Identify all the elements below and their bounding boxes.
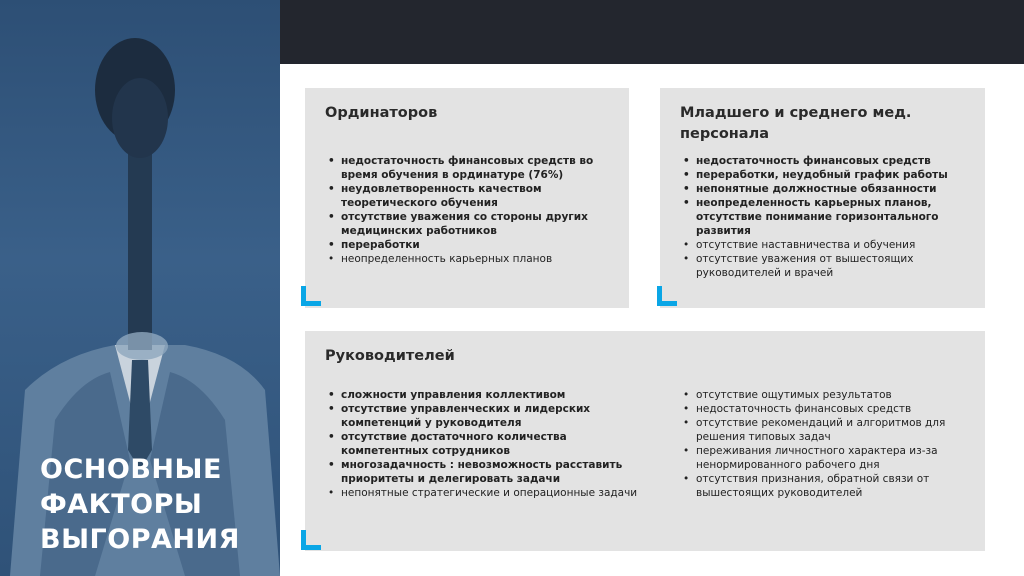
card-residents-heading: Ординаторов	[325, 105, 438, 121]
list-item: • отсутствие наставничества и обучения	[680, 238, 980, 252]
list-item: • непонятные должностные обязанности	[680, 182, 980, 196]
list-item: • неопределенность карьерных планов	[325, 252, 615, 266]
corner-bracket-accent	[301, 530, 321, 550]
list-item: • непонятные стратегические и операционные задачи	[325, 486, 655, 500]
card-leaders-heading: Руководителей	[325, 348, 455, 364]
list-item: • неудовлетворенность качеством теоретического обучения	[325, 182, 615, 210]
list-item: • отсутствие ощутимых результатов	[680, 388, 980, 402]
card-leaders-list-left	[325, 388, 655, 500]
list-item: • недостаточность финансовых средств во время обучения в ординатуре (76%)	[325, 154, 615, 182]
card-leaders-list-right	[680, 388, 980, 500]
list-item: • недостаточность финансовых средств	[680, 154, 980, 168]
list-item: • отсутствие уважения от вышестоящих руководителей и врачей	[680, 252, 980, 280]
card-residents-list	[325, 154, 615, 266]
card-nurses	[660, 88, 985, 308]
slide-title: ОСНОВНЫЕ ФАКТОРЫ ВЫГОРАНИЯ	[40, 454, 240, 555]
card-nurses-list	[680, 154, 980, 280]
card-leaders	[305, 331, 985, 551]
list-item: • переработки	[325, 238, 615, 252]
list-item: • многозадачность : невозможность расставить приоритеты и делегировать задачи	[325, 458, 655, 486]
list-item: • переработки, неудобный график работы	[680, 168, 980, 182]
list-item: • сложности управления коллективом	[325, 388, 655, 402]
list-item: • неопределенность карьерных планов, отсутствие понимание горизонтального развития	[680, 196, 980, 238]
list-item: • переживания личностного характера из-за ненормированного рабочего дня	[680, 444, 980, 472]
list-item: • отсутствия признания, обратной связи от вышестоящих руководителей	[680, 472, 980, 500]
corner-bracket-accent	[301, 286, 321, 306]
list-item: • отсутствие управленческих и лидерских компетенций у руководителя	[325, 402, 655, 430]
card-nurses-heading: Младшего и среднего мед. персонала	[680, 105, 912, 142]
list-item: • отсутствие уважения со стороны других медицинских работников	[325, 210, 615, 238]
list-item: • отсутствие рекомендаций и алгоритмов для решения типовых задач	[680, 416, 980, 444]
top-bar	[280, 0, 1024, 64]
card-residents	[305, 88, 629, 308]
list-item: • отсутствие достаточного количества компетентных сотрудников	[325, 430, 655, 458]
list-item: • недостаточность финансовых средств	[680, 402, 980, 416]
corner-bracket-accent	[657, 286, 677, 306]
